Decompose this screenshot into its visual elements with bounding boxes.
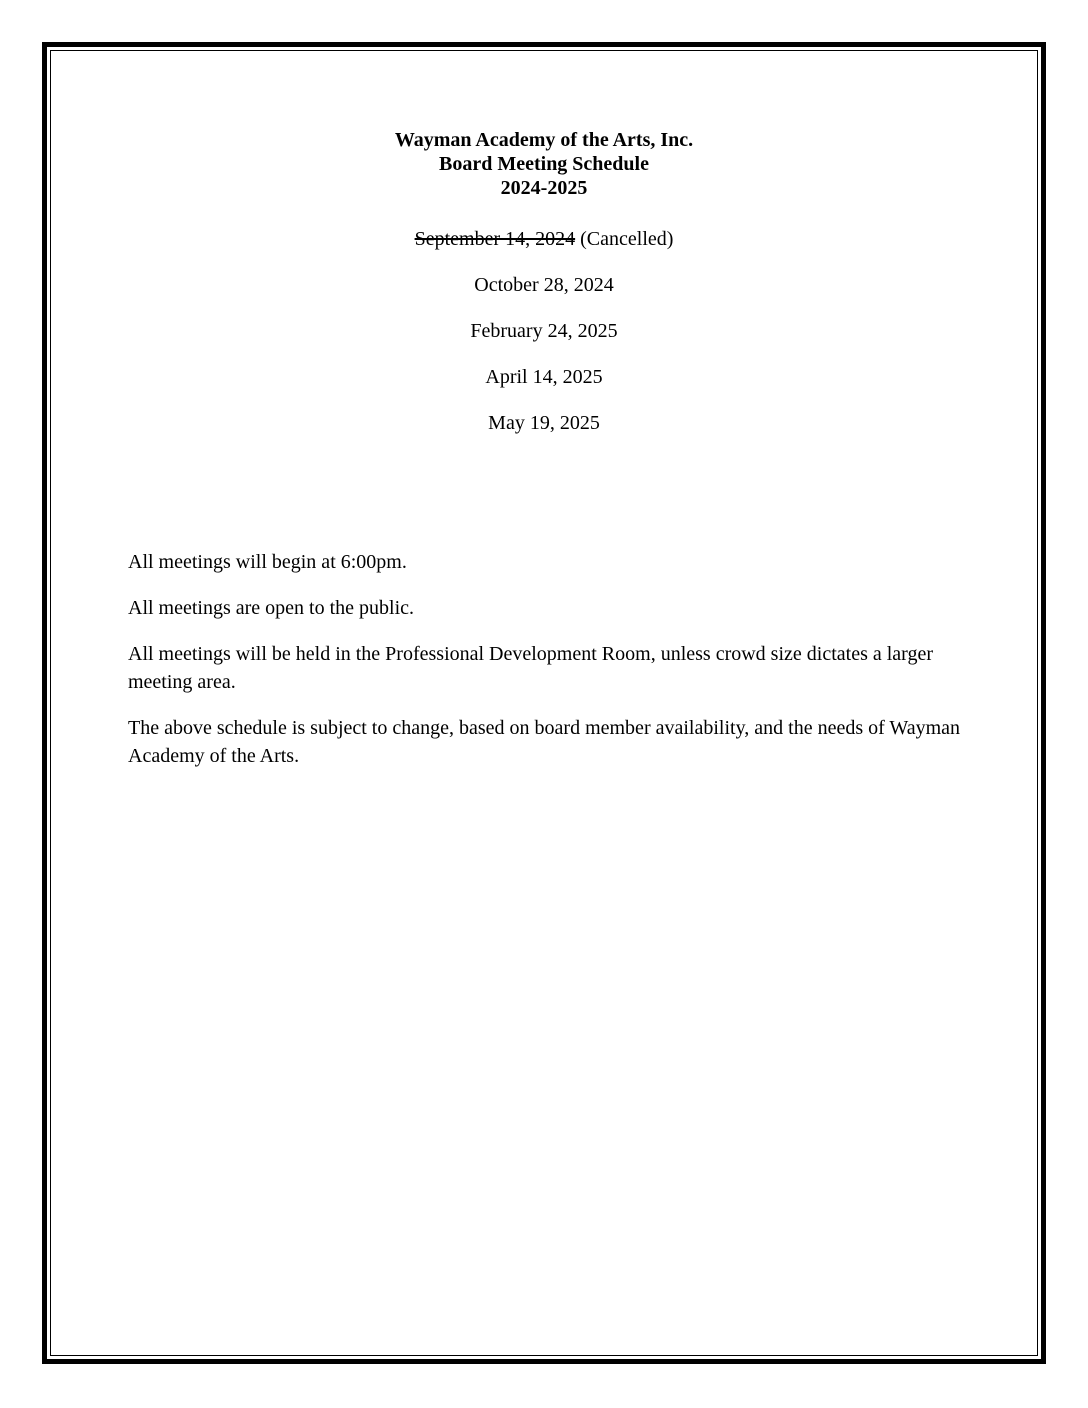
- document-title: Board Meeting Schedule: [439, 153, 649, 175]
- start-time-note: All meetings will begin at 6:00pm.: [128, 551, 407, 573]
- cancelled-note: (Cancelled): [580, 228, 674, 250]
- meeting-date-list: [0, 226, 1088, 456]
- cancelled-date: September 14, 2024: [414, 228, 576, 250]
- public-access-note: All meetings are open to the public.: [128, 597, 415, 619]
- schedule-change-note: The above schedule is subject to change, based on board member availability, and the needs of Wayman Academy of the Arts.: [128, 717, 961, 767]
- year-range: 2024-2025: [500, 177, 588, 199]
- meeting-date: April 14, 2025: [485, 366, 603, 388]
- meeting-date: May 19, 2025: [488, 412, 600, 434]
- document-header: [0, 128, 1088, 200]
- location-note: All meetings will be held in the Professional Development Room, unless crowd size dictates a larger meeting area.: [128, 643, 933, 693]
- meeting-date: October 28, 2024: [474, 274, 614, 296]
- meeting-date-cancelled: [0, 226, 1088, 252]
- meeting-notes: [128, 548, 968, 788]
- organization-name: Wayman Academy of the Arts, Inc.: [394, 129, 694, 151]
- meeting-date: February 24, 2025: [470, 320, 618, 342]
